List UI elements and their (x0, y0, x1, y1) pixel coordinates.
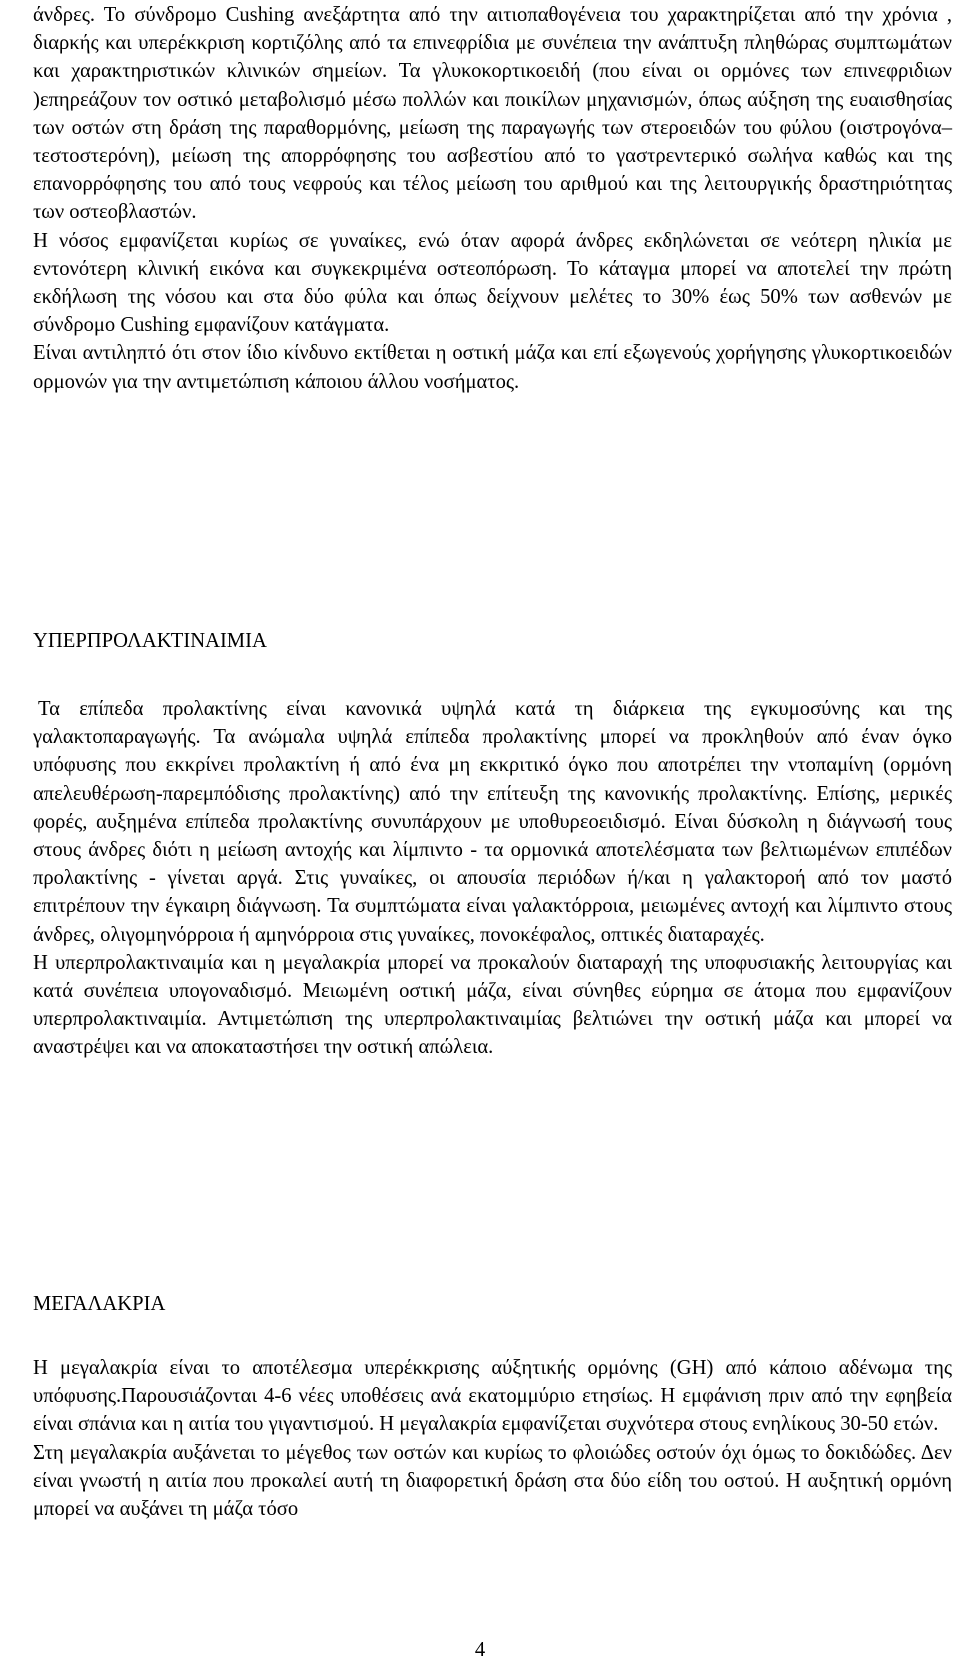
body-paragraph: Στη μεγαλακρία αυξάνεται το μέγεθος των οστών και κυρίως το φλοιώδες οστούν όχι όμως το δοκιδώδες. Δεν είναι γνωστή η αιτία που προκαλεί αυτή τη διαφορετική δράση στα δύο είδη του οστού. Η αυξητική ορμόνη μπορεί να αυξάνει τη μάζα τόσο (33, 1441, 952, 1521)
body-paragraph: Είναι αντιληπτό ότι στον ίδιο κίνδυνο εκτίθεται η οστική μάζα και επί εξωγενούς χορήγησης γλυκορτικοειδών ορμονών για την αντιμετώπιση κάποιου άλλου νοσήματος. (33, 342, 952, 393)
section-heading: ΥΠΕΡΠΡΟΛΑΚΤΙΝΑΙΜΙΑ (33, 630, 267, 652)
hyperprolactinemia-section (33, 695, 952, 1062)
body-paragraph: άνδρες. Το σύνδρομο Cushing ανεξάρτητα από την αιτιοπαθογένεια του χαρακτηρίζεται από την χρόνια , διαρκής και υπερέκκριση κορτιζόλης από τα επινεφρίδια με συνέπεια την ανάπτυξη πληθώρας συμπτωμάτων και χαρακτηριστικών κλινικών σημείων. Τα γλυκοκορτικοειδή (που είναι οι ορμόνες των επινεφριδιων )επηρεάζουν τον οστικό μεταβολισμό μέσω πολλών και ποικίλων μηχανισμών, όπως αύξηση της ευαισθησίας των οστών στη δράση της παραθορμόνης, μείωση της παραγωγής των στεροειδών του φύλου (οιστρογόνα–τεστοστερόνη), μείωση της απορρόφησης του ασβεστίου από το γαστρεντερικό σωλήνα καθώς και της επανορρόφησης του από τους νεφρούς και τέλος μείωση του αριθμού και της λειτουργικής δραστηριότητας των οστεοβλαστών. (33, 4, 952, 224)
section-heading: ΜΕΓΑΛΑΚΡΙΑ (33, 1293, 166, 1315)
body-paragraph: Η υπερπρολακτιναιμία και η μεγαλακρία μπορεί να προκαλούν διαταραχή της υποφυσιακής λειτουργίας και κατά συνέπεια υπογοναδισμό. Μειωμένη οστική μάζα, είναι σύνηθες εύρημα σε άτομα που εμφανίζουν υπερπρολακτιναιμία. Αντιμετώπιση της υπερπρολακτιναιμίας βελτιώνει την οστική μάζα και μπορεί να αναστρέψει και να αποκαταστήσει την οστική απώλεια. (33, 951, 952, 1059)
body-paragraph: Η νόσος εμφανίζεται κυρίως σε γυναίκες, ενώ όταν αφορά άνδρες εκδηλώνεται σε νεότερη ηλικία με εντονότερη κλινική εικόνα και συγκεκριμένα οστεοπόρωση. Το κάταγμα μπορεί να αποτελεί την πρώτη εκδήλωση της νόσου και στα δύο φύλα και όπως δείχνουν μελέτες το 30% έως 50% των ασθενών με σύνδρομο Cushing εμφανίζουν κατάγματα. (33, 229, 952, 337)
cushing-section (33, 1, 952, 396)
acromegaly-section (33, 1354, 952, 1523)
body-paragraph: Τα επίπεδα προλακτίνης είναι κανονικά υψηλά κατά τη διάρκεια της εγκυμοσύνης και της γαλακτοπαραγωγής. Τα ανώμαλα υψηλά επίπεδα προλακτίνης μπορεί να προκληθούν από έναν όγκο υπόφυσης που εκκρίνει προλακτίνη ή από ένα μη εκκριτικό όγκο που αποτρέπει την ντοπαμίνη (ορμόνη απελευθέρωση-παρεμπόδισης προλακτίνης) από την επίτευξη της κανονικής προλακτίνης. Επίσης, μερικές φορές, αυξημένα επίπεδα προλακτίνης συνυπάρχουν με υποθυρεοειδισμό. Είναι δύσκολη η διάγνωσή τους στους άνδρες διότι η μείωση αντοχής και λίμπιντο - τα ορμονικά αποτελέσματα των βελτιωμένων επιπέδων προλακτίνης - γίνεται αργά. Στις γυναίκες, οι απουσία περιόδων ή/και η γαλακτοροή από τον μαστό επιτρέπουν την έγκαιρη διάγνωση. Τα συμπτώματα είναι γαλακτόρροια, μειωμένες αντοχή και λίμπιντο στους άνδρες, ολιγομηνόρροια ή αμηνόρροια στις γυναίκες, πονοκέφαλος, οπτικές διαταραχές. (33, 698, 952, 946)
body-paragraph: Η μεγαλακρία είναι το αποτέλεσμα υπερέκκρισης αύξητικής ορμόνης (GH) από κάποιο αδένωμα της υπόφυσης.Παρουσιάζονται 4-6 νέες υποθέσεις ανά εκατομμύριο ετησίως. Η εμφάνιση πριν από την εφηβεία είναι σπάνια και η αιτία του γιγαντισμού. Η μεγαλακρία εμφανίζεται συχνότερα στους ενηλίκους 30-50 ετών. (33, 1357, 952, 1436)
page-number: 4 (474, 1639, 486, 1661)
